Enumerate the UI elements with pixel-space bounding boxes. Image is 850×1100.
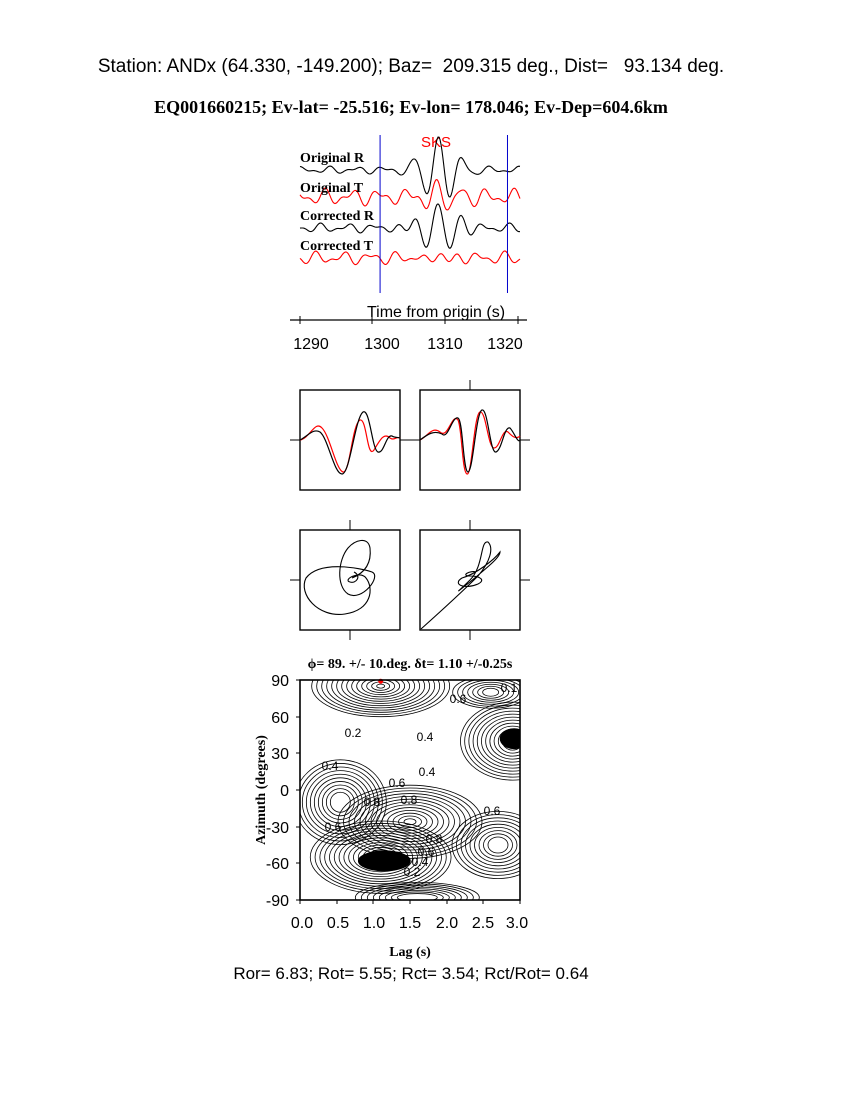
overlay-trace-red: [300, 420, 400, 472]
y-axis-label: Azimuth (degrees): [254, 735, 269, 845]
energy-grid-panel: [254, 656, 565, 960]
x-axis-label: Lag (s): [389, 945, 431, 960]
contour-label: 0.1: [500, 681, 518, 695]
trace-label-corrected-r: Corrected R: [300, 209, 374, 224]
x-tick-label: 1.0: [362, 915, 386, 932]
time-axis-label: Time from origin (s): [366, 304, 506, 321]
contour-label: 0.6: [417, 845, 435, 859]
y-tick-label: -60: [265, 856, 289, 873]
waveform-overlay-corrected: [410, 380, 530, 490]
overlay-box: [300, 390, 400, 490]
contour-label: 0.4: [321, 759, 339, 773]
particle-motion-original: [290, 520, 400, 640]
y-tick-label: -30: [265, 820, 289, 837]
x-tick-label: 0.0: [290, 915, 314, 932]
overlay-trace-red: [420, 412, 520, 474]
contour-label: 0.2: [403, 865, 421, 879]
dense-contour-core: [500, 729, 528, 749]
contour-label: 0.6: [483, 804, 501, 818]
waveform-overlay-original: [290, 390, 410, 490]
particle-motion-corrected: [420, 520, 530, 640]
energy-ratios: Ror= 6.83; Rot= 5.55; Rct= 3.54; Rct/Rot= 0.64: [233, 964, 589, 983]
contour-label: 0.6: [324, 820, 342, 834]
particle-motion-trace: [421, 542, 500, 629]
dense-contour-core: [358, 851, 410, 871]
contour-field: [294, 656, 565, 913]
y-tick-label: -90: [265, 893, 289, 910]
particle-motion-box: [300, 530, 400, 630]
y-tick-label: 0: [280, 783, 289, 800]
time-tick-label: 1290: [293, 336, 329, 353]
x-tick-label: 0.5: [326, 915, 350, 932]
x-tick-label: 2.5: [471, 915, 495, 932]
time-tick-label: 1300: [364, 336, 400, 353]
phase-label: SKS: [420, 134, 452, 151]
y-tick-label: 60: [271, 710, 289, 727]
y-tick-label: 30: [271, 746, 289, 763]
contour-label: 0.6: [449, 692, 467, 706]
contour-label: 0.6: [388, 776, 406, 790]
time-tick-label: 1320: [487, 336, 523, 353]
time-tick-label: 1310: [427, 336, 463, 353]
contour-label: 0.2: [344, 726, 362, 740]
trace-label-original-r: Original R: [300, 151, 365, 166]
trace-panel: [290, 134, 527, 353]
contour-label: 0.8: [363, 795, 381, 809]
grid-title: ϕ= 89. +/- 10.deg. δt= 1.10 +/-0.25s: [307, 657, 513, 672]
contour-label: 0.8: [400, 793, 418, 807]
event-info: EQ001660215; Ev-lat= -25.516; Ev-lon= 178.046; Ev-Dep=604.6km: [154, 97, 668, 117]
contour-label: 0.4: [418, 765, 436, 779]
contour-label: 0.4: [416, 730, 434, 744]
x-tick-label: 3.0: [505, 915, 529, 932]
trace-label-original-t: Original T: [300, 181, 364, 196]
x-tick-label: 2.0: [435, 915, 459, 932]
overlay-box: [420, 390, 520, 490]
y-tick-label: 90: [271, 673, 289, 690]
station-info: Station: ANDx (64.330, -149.200); Baz= 209.315 deg., Dist= 93.134 deg.: [97, 56, 725, 77]
overlay-trace-black: [300, 412, 400, 474]
x-tick-label: 1.5: [398, 915, 422, 932]
particle-motion-trace: [304, 540, 374, 614]
contour-label: 0.4: [411, 855, 429, 869]
overlay-trace-black: [420, 410, 520, 472]
trace-label-corrected-t: Corrected T: [300, 239, 373, 254]
contour-label: 0.8: [425, 832, 443, 846]
